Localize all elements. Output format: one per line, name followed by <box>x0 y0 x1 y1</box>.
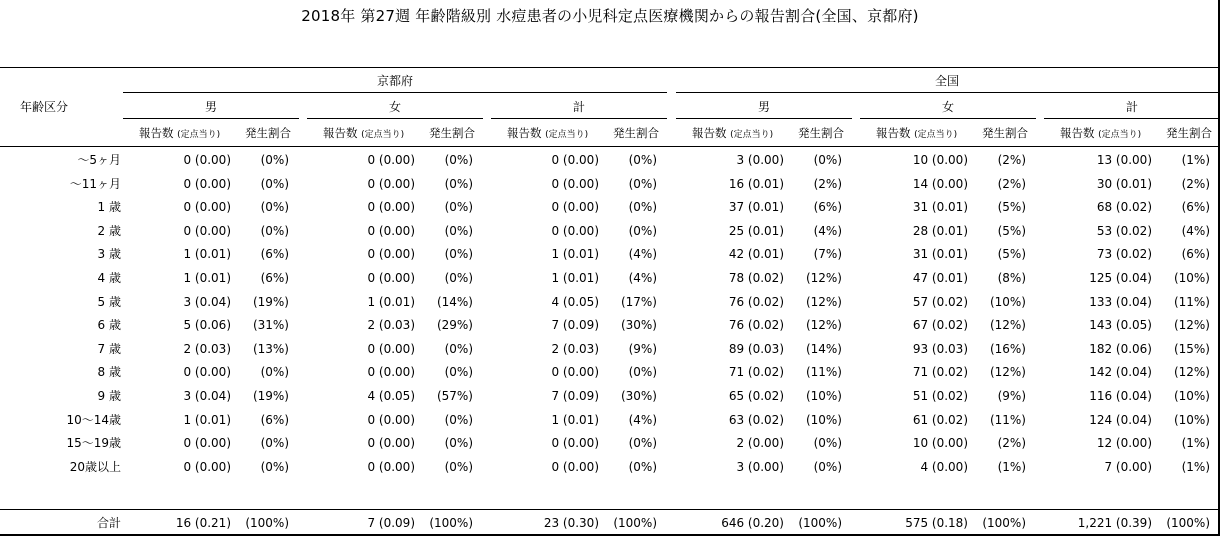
rate-cell: (0%) <box>444 413 473 427</box>
national-male-rule <box>676 118 852 119</box>
total-count-cell: 16 (0.21) <box>175 516 231 530</box>
count-cell: 0 (0.00) <box>367 271 415 285</box>
rate-cell: (8%) <box>997 271 1026 285</box>
count-sub-header <box>323 126 404 142</box>
rate-cell: (0%) <box>628 436 657 450</box>
rate-cell: (1%) <box>997 460 1026 474</box>
rate-cell: (4%) <box>628 413 657 427</box>
rate-cell: (30%) <box>620 389 657 403</box>
rate-cell: (2%) <box>813 177 842 191</box>
rate-cell: (11%) <box>1173 295 1210 309</box>
count-cell: 2 (0.03) <box>551 342 599 356</box>
count-cell: 1 (0.01) <box>551 247 599 261</box>
rate-cell: (6%) <box>260 247 289 261</box>
count-cell: 0 (0.00) <box>183 436 231 450</box>
count-label: 報告数 <box>507 126 542 140</box>
count-cell: 65 (0.02) <box>728 389 784 403</box>
rate-cell: (10%) <box>989 295 1026 309</box>
count-cell: 61 (0.02) <box>912 413 968 427</box>
total-count-cell: 575 (0.18) <box>905 516 968 530</box>
total-count-cell: 7 (0.09) <box>367 516 415 530</box>
rate-cell: (0%) <box>444 365 473 379</box>
table-top-rule <box>0 67 1218 68</box>
count-cell: 2 (0.03) <box>183 342 231 356</box>
count-cell: 116 (0.04) <box>1089 389 1152 403</box>
rate-cell: (4%) <box>1181 224 1210 238</box>
rate-cell: (0%) <box>444 247 473 261</box>
count-cell: 0 (0.00) <box>367 200 415 214</box>
rate-cell: (12%) <box>805 318 842 332</box>
rate-cell: (0%) <box>628 177 657 191</box>
rate-cell: (31%) <box>252 318 289 332</box>
count-cell: 30 (0.01) <box>1096 177 1152 191</box>
count-cell: 1 (0.01) <box>183 413 231 427</box>
rate-cell: (10%) <box>1173 271 1210 285</box>
rate-cell: (0%) <box>813 436 842 450</box>
gender-header: 計 <box>572 100 585 114</box>
rate-cell: (0%) <box>628 460 657 474</box>
rate-cell: (57%) <box>436 389 473 403</box>
count-sub-label: (定点当り) <box>545 130 589 140</box>
rate-cell: (2%) <box>997 153 1026 167</box>
gender-header: 男 <box>204 100 217 114</box>
rate-cell: (13%) <box>252 342 289 356</box>
count-cell: 25 (0.01) <box>728 224 784 238</box>
rate-cell: (12%) <box>1173 318 1210 332</box>
count-sub-header <box>139 126 220 142</box>
age-label: 5 歳 <box>97 295 121 309</box>
count-cell: 10 (0.00) <box>912 153 968 167</box>
rate-cell: (0%) <box>628 153 657 167</box>
count-cell: 4 (0.05) <box>367 389 415 403</box>
count-cell: 7 (0.09) <box>551 389 599 403</box>
count-cell: 12 (0.00) <box>1096 436 1152 450</box>
rate-sub-header: 発生割合 <box>245 126 291 140</box>
rate-cell: (10%) <box>1173 389 1210 403</box>
count-label: 報告数 <box>323 126 358 140</box>
rate-cell: (4%) <box>628 271 657 285</box>
rate-cell: (0%) <box>260 224 289 238</box>
rate-cell: (4%) <box>813 224 842 238</box>
count-cell: 13 (0.00) <box>1096 153 1152 167</box>
rate-cell: (12%) <box>805 271 842 285</box>
count-cell: 1 (0.01) <box>551 413 599 427</box>
kyoto-female-rule <box>307 118 483 119</box>
rate-cell: (30%) <box>620 318 657 332</box>
age-label: 7 歳 <box>97 342 121 356</box>
rate-cell: (0%) <box>444 342 473 356</box>
rate-sub-header: 発生割合 <box>798 126 844 140</box>
national-region-rule <box>676 92 1218 93</box>
rate-cell: (6%) <box>260 271 289 285</box>
rate-cell: (12%) <box>805 295 842 309</box>
count-cell: 0 (0.00) <box>551 224 599 238</box>
gender-header: 男 <box>757 100 770 114</box>
rate-cell: (10%) <box>805 413 842 427</box>
count-cell: 0 (0.00) <box>551 365 599 379</box>
count-cell: 4 (0.00) <box>920 460 968 474</box>
total-rate-cell: (100%) <box>429 516 473 530</box>
count-cell: 76 (0.02) <box>728 318 784 332</box>
rate-cell: (0%) <box>444 153 473 167</box>
count-cell: 0 (0.00) <box>183 177 231 191</box>
rate-cell: (12%) <box>989 365 1026 379</box>
count-cell: 0 (0.00) <box>367 460 415 474</box>
count-cell: 4 (0.05) <box>551 295 599 309</box>
count-sub-label: (定点当り) <box>177 130 221 140</box>
count-cell: 0 (0.00) <box>183 153 231 167</box>
age-label: 10～14歳 <box>66 413 121 427</box>
count-sub-label: (定点当り) <box>914 130 958 140</box>
age-label: 20歳以上 <box>69 460 121 474</box>
count-cell: 0 (0.00) <box>367 365 415 379</box>
count-cell: 67 (0.02) <box>912 318 968 332</box>
count-cell: 71 (0.02) <box>728 365 784 379</box>
rate-cell: (12%) <box>1173 365 1210 379</box>
count-sub-header <box>1060 126 1141 142</box>
count-cell: 31 (0.01) <box>912 247 968 261</box>
rate-cell: (9%) <box>997 389 1026 403</box>
rate-cell: (10%) <box>805 389 842 403</box>
count-cell: 28 (0.01) <box>912 224 968 238</box>
rate-cell: (0%) <box>813 153 842 167</box>
age-label: 3 歳 <box>97 247 121 261</box>
count-cell: 3 (0.04) <box>183 295 231 309</box>
gender-header: 女 <box>388 100 401 114</box>
count-cell: 3 (0.04) <box>183 389 231 403</box>
count-cell: 0 (0.00) <box>367 413 415 427</box>
rate-cell: (5%) <box>997 224 1026 238</box>
rate-cell: (5%) <box>997 200 1026 214</box>
rate-cell: (0%) <box>444 177 473 191</box>
rate-cell: (19%) <box>252 389 289 403</box>
count-cell: 0 (0.00) <box>367 177 415 191</box>
age-label: 1 歳 <box>97 200 121 214</box>
count-cell: 1 (0.01) <box>367 295 415 309</box>
count-cell: 182 (0.06) <box>1089 342 1152 356</box>
count-cell: 0 (0.00) <box>551 436 599 450</box>
rate-cell: (2%) <box>1181 177 1210 191</box>
total-count-cell: 646 (0.20) <box>721 516 784 530</box>
gender-header: 計 <box>1125 100 1138 114</box>
rate-cell: (0%) <box>444 271 473 285</box>
count-cell: 0 (0.00) <box>183 224 231 238</box>
rate-cell: (6%) <box>813 200 842 214</box>
rate-cell: (6%) <box>260 413 289 427</box>
count-sub-header <box>507 126 588 142</box>
rate-cell: (11%) <box>805 365 842 379</box>
count-sub-header <box>692 126 773 142</box>
total-count-cell: 1,221 (0.39) <box>1077 516 1152 530</box>
count-cell: 1 (0.01) <box>183 271 231 285</box>
count-cell: 78 (0.02) <box>728 271 784 285</box>
rate-cell: (0%) <box>444 460 473 474</box>
rate-sub-header: 発生割合 <box>613 126 659 140</box>
count-cell: 143 (0.05) <box>1089 318 1152 332</box>
count-cell: 0 (0.00) <box>551 460 599 474</box>
total-top-rule <box>0 509 1218 510</box>
rate-cell: (0%) <box>444 224 473 238</box>
count-cell: 0 (0.00) <box>367 153 415 167</box>
count-cell: 0 (0.00) <box>551 153 599 167</box>
count-cell: 73 (0.02) <box>1096 247 1152 261</box>
rate-cell: (5%) <box>997 247 1026 261</box>
age-label: 6 歳 <box>97 318 121 332</box>
rate-cell: (7%) <box>813 247 842 261</box>
rate-cell: (11%) <box>989 413 1026 427</box>
rate-cell: (0%) <box>444 436 473 450</box>
total-rate-cell: (100%) <box>245 516 289 530</box>
count-cell: 14 (0.00) <box>912 177 968 191</box>
rate-cell: (0%) <box>260 177 289 191</box>
rate-cell: (14%) <box>436 295 473 309</box>
report-title: 2018年 第27週 年齢階級別 水痘患者の小児科定点医療機関からの報告割合(全国、京都府) <box>301 7 919 25</box>
rate-sub-header: 発生割合 <box>1166 126 1212 140</box>
count-cell: 37 (0.01) <box>728 200 784 214</box>
count-cell: 0 (0.00) <box>367 342 415 356</box>
count-cell: 2 (0.00) <box>736 436 784 450</box>
rate-cell: (1%) <box>1181 460 1210 474</box>
count-cell: 71 (0.02) <box>912 365 968 379</box>
count-cell: 16 (0.01) <box>728 177 784 191</box>
rate-cell: (4%) <box>628 247 657 261</box>
count-cell: 7 (0.09) <box>551 318 599 332</box>
count-cell: 1 (0.01) <box>551 271 599 285</box>
rate-sub-header: 発生割合 <box>429 126 475 140</box>
rate-cell: (1%) <box>1181 153 1210 167</box>
rate-cell: (12%) <box>989 318 1026 332</box>
header-bottom-rule <box>0 146 1218 147</box>
rate-cell: (0%) <box>628 224 657 238</box>
count-label: 報告数 <box>876 126 911 140</box>
count-cell: 2 (0.03) <box>367 318 415 332</box>
count-cell: 0 (0.00) <box>551 200 599 214</box>
count-cell: 42 (0.01) <box>728 247 784 261</box>
rate-cell: (9%) <box>628 342 657 356</box>
count-cell: 7 (0.00) <box>1104 460 1152 474</box>
age-label: ～11ヶ月 <box>69 177 121 191</box>
count-cell: 0 (0.00) <box>367 247 415 261</box>
age-label: 9 歳 <box>97 389 121 403</box>
rate-cell: (2%) <box>997 436 1026 450</box>
rate-cell: (0%) <box>260 200 289 214</box>
count-cell: 125 (0.04) <box>1089 271 1152 285</box>
rate-cell: (29%) <box>436 318 473 332</box>
count-cell: 51 (0.02) <box>912 389 968 403</box>
rate-cell: (0%) <box>813 460 842 474</box>
kyoto-male-rule <box>123 118 299 119</box>
count-sub-label: (定点当り) <box>361 130 405 140</box>
count-cell: 76 (0.02) <box>728 295 784 309</box>
rate-cell: (0%) <box>628 200 657 214</box>
rate-cell: (6%) <box>1181 247 1210 261</box>
total-count-cell: 23 (0.30) <box>543 516 599 530</box>
region-header-national: 全国 <box>934 74 959 88</box>
count-cell: 89 (0.03) <box>728 342 784 356</box>
count-cell: 133 (0.04) <box>1089 295 1152 309</box>
count-label: 報告数 <box>1060 126 1095 140</box>
count-cell: 0 (0.00) <box>183 460 231 474</box>
count-label: 報告数 <box>139 126 174 140</box>
rate-cell: (17%) <box>620 295 657 309</box>
count-cell: 124 (0.04) <box>1089 413 1152 427</box>
count-label: 報告数 <box>692 126 727 140</box>
count-sub-label: (定点当り) <box>1098 130 1142 140</box>
rate-cell: (0%) <box>260 460 289 474</box>
total-rate-cell: (100%) <box>798 516 842 530</box>
count-cell: 5 (0.06) <box>183 318 231 332</box>
age-label: 4 歳 <box>97 271 121 285</box>
count-cell: 0 (0.00) <box>551 177 599 191</box>
region-header-kyoto: 京都府 <box>376 74 413 88</box>
age-label: 15～19歳 <box>66 436 121 450</box>
count-cell: 3 (0.00) <box>736 153 784 167</box>
age-label: 2 歳 <box>97 224 121 238</box>
count-cell: 0 (0.00) <box>183 365 231 379</box>
national-total-rule <box>1044 118 1218 119</box>
count-sub-header <box>876 126 957 142</box>
count-cell: 57 (0.02) <box>912 295 968 309</box>
rate-cell: (16%) <box>989 342 1026 356</box>
rate-cell: (19%) <box>252 295 289 309</box>
rate-cell: (0%) <box>260 365 289 379</box>
rate-cell: (2%) <box>997 177 1026 191</box>
total-row-label: 合計 <box>96 516 121 530</box>
count-cell: 31 (0.01) <box>912 200 968 214</box>
total-rate-cell: (100%) <box>1166 516 1210 530</box>
count-cell: 10 (0.00) <box>912 436 968 450</box>
count-cell: 47 (0.01) <box>912 271 968 285</box>
age-label: ～5ヶ月 <box>77 153 121 167</box>
count-cell: 63 (0.02) <box>728 413 784 427</box>
count-cell: 0 (0.00) <box>183 200 231 214</box>
count-cell: 1 (0.01) <box>183 247 231 261</box>
total-rate-cell: (100%) <box>982 516 1026 530</box>
rate-cell: (0%) <box>444 200 473 214</box>
rate-sub-header: 発生割合 <box>982 126 1028 140</box>
gender-header: 女 <box>941 100 954 114</box>
rate-cell: (14%) <box>805 342 842 356</box>
age-label: 8 歳 <box>97 365 121 379</box>
rate-cell: (6%) <box>1181 200 1210 214</box>
rate-cell: (10%) <box>1173 413 1210 427</box>
count-cell: 142 (0.04) <box>1089 365 1152 379</box>
age-column-header: 年齢区分 <box>20 100 69 114</box>
rate-cell: (15%) <box>1173 342 1210 356</box>
national-female-rule <box>860 118 1036 119</box>
count-cell: 53 (0.02) <box>1096 224 1152 238</box>
kyoto-region-rule <box>123 92 667 93</box>
rate-cell: (1%) <box>1181 436 1210 450</box>
kyoto-total-rule <box>491 118 667 119</box>
count-cell: 93 (0.03) <box>912 342 968 356</box>
count-sub-label: (定点当り) <box>730 130 774 140</box>
rate-cell: (0%) <box>260 436 289 450</box>
count-cell: 68 (0.02) <box>1096 200 1152 214</box>
count-cell: 0 (0.00) <box>367 436 415 450</box>
total-rate-cell: (100%) <box>613 516 657 530</box>
rate-cell: (0%) <box>628 365 657 379</box>
count-cell: 0 (0.00) <box>367 224 415 238</box>
rate-cell: (0%) <box>260 153 289 167</box>
count-cell: 3 (0.00) <box>736 460 784 474</box>
